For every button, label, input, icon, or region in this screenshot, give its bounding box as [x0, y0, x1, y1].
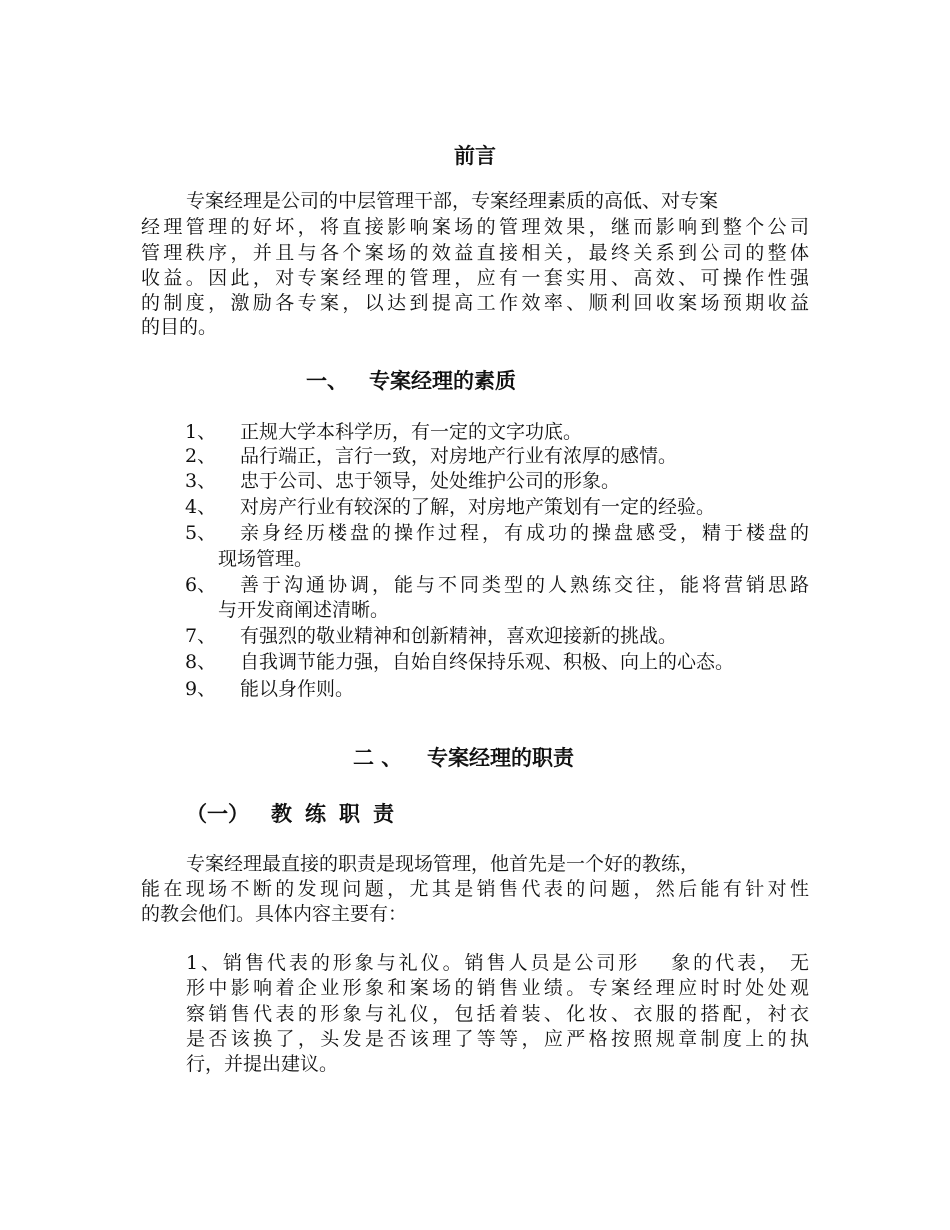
subsection-number: （一） [186, 802, 249, 826]
preface-line-6: 的目的。 [141, 316, 218, 338]
preface-line-3: 管理秩序，并且与各个案场的效益直接相关，最终关系到公司的整体 [141, 242, 809, 264]
list-item-number: 2、 [185, 445, 217, 467]
preface-line-5: 的制度，激励各专案，以达到提高工作效率、顺利回收案场预期收益 [141, 292, 809, 314]
list-item-number: 8、 [185, 651, 217, 673]
list-item-number: 1、 [185, 421, 217, 443]
list-item-text: 忠于公司、忠于领导，处处维护公司的形象。 [240, 470, 621, 492]
list-item-text-continued: 现场管理。 [218, 548, 314, 570]
section2-title: 专案经理的职责 [427, 746, 574, 770]
section1-number: 一、 [306, 369, 348, 393]
list-item-number: 3、 [185, 470, 217, 492]
point1-line-1: 1、销售代表的形象与礼仪。销售人员是公司形 象的代表， 无 [186, 952, 809, 974]
list-item-number: 5、 [185, 522, 217, 544]
list-item-text: 有强烈的敬业精神和创新精神，喜欢迎接新的挑战。 [240, 625, 678, 647]
list-item-text: 善于沟通协调，能与不同类型的人熟练交往，能将营销思路 [240, 574, 809, 596]
duty-intro-line-1: 专案经理最直接的职责是现场管理，他首先是一个好的教练， [186, 853, 700, 875]
preface-title: 前言 [454, 144, 496, 168]
subsection-title: 教练职责 [271, 802, 407, 826]
point1-line-3: 察销售代表的形象与礼仪，包括着装、化妆、衣服的搭配，衬衣 [186, 1003, 809, 1025]
list-item-text: 自我调节能力强，自始自终保持乐观、积极、向上的心态。 [240, 651, 735, 673]
section2-number: 二 、 [353, 746, 403, 770]
preface-line-2: 经理管理的好坏，将直接影响案场的管理效果，继而影响到整个公司 [141, 216, 809, 238]
point1-line-5: 行，并提出建议。 [186, 1053, 339, 1075]
preface-line-1: 专案经理是公司的中层管理干部，专案经理素质的高低、对专案 [186, 190, 719, 212]
list-item-text: 亲身经历楼盘的操作过程，有成功的操盘感受，精于楼盘的 [240, 522, 809, 544]
preface-line-4: 收益。因此，对专案经理的管理，应有一套实用、高效、可操作性强 [141, 267, 809, 289]
list-item-number: 4、 [185, 496, 217, 518]
list-item-number: 7、 [185, 625, 217, 647]
list-item-number: 6、 [185, 574, 217, 596]
list-item-text-continued: 与开发商阐述清晰。 [218, 599, 390, 621]
list-item-number: 9、 [185, 678, 217, 700]
point1-line-2: 形中影响着企业形象和案场的销售业绩。专案经理应时时处处观 [186, 977, 809, 999]
point1-line-4: 是否该换了，头发是否该理了等等，应严格按照规章制度上的执 [186, 1028, 809, 1050]
list-item-text: 能以身作则。 [240, 678, 355, 700]
section1-title: 专案经理的素质 [369, 369, 516, 393]
list-item-text: 品行端正，言行一致，对房地产行业有浓厚的感情。 [240, 445, 678, 467]
duty-intro-line-3: 的教会他们。具体内容主要有： [141, 903, 408, 925]
list-item-text: 正规大学本科学历，有一定的文字功底。 [240, 421, 583, 443]
duty-intro-line-2: 能在现场不断的发现问题，尤其是销售代表的问题，然后能有针对性 [141, 878, 809, 900]
list-item-text: 对房产行业有较深的了解，对房地产策划有一定的经验。 [240, 496, 716, 518]
